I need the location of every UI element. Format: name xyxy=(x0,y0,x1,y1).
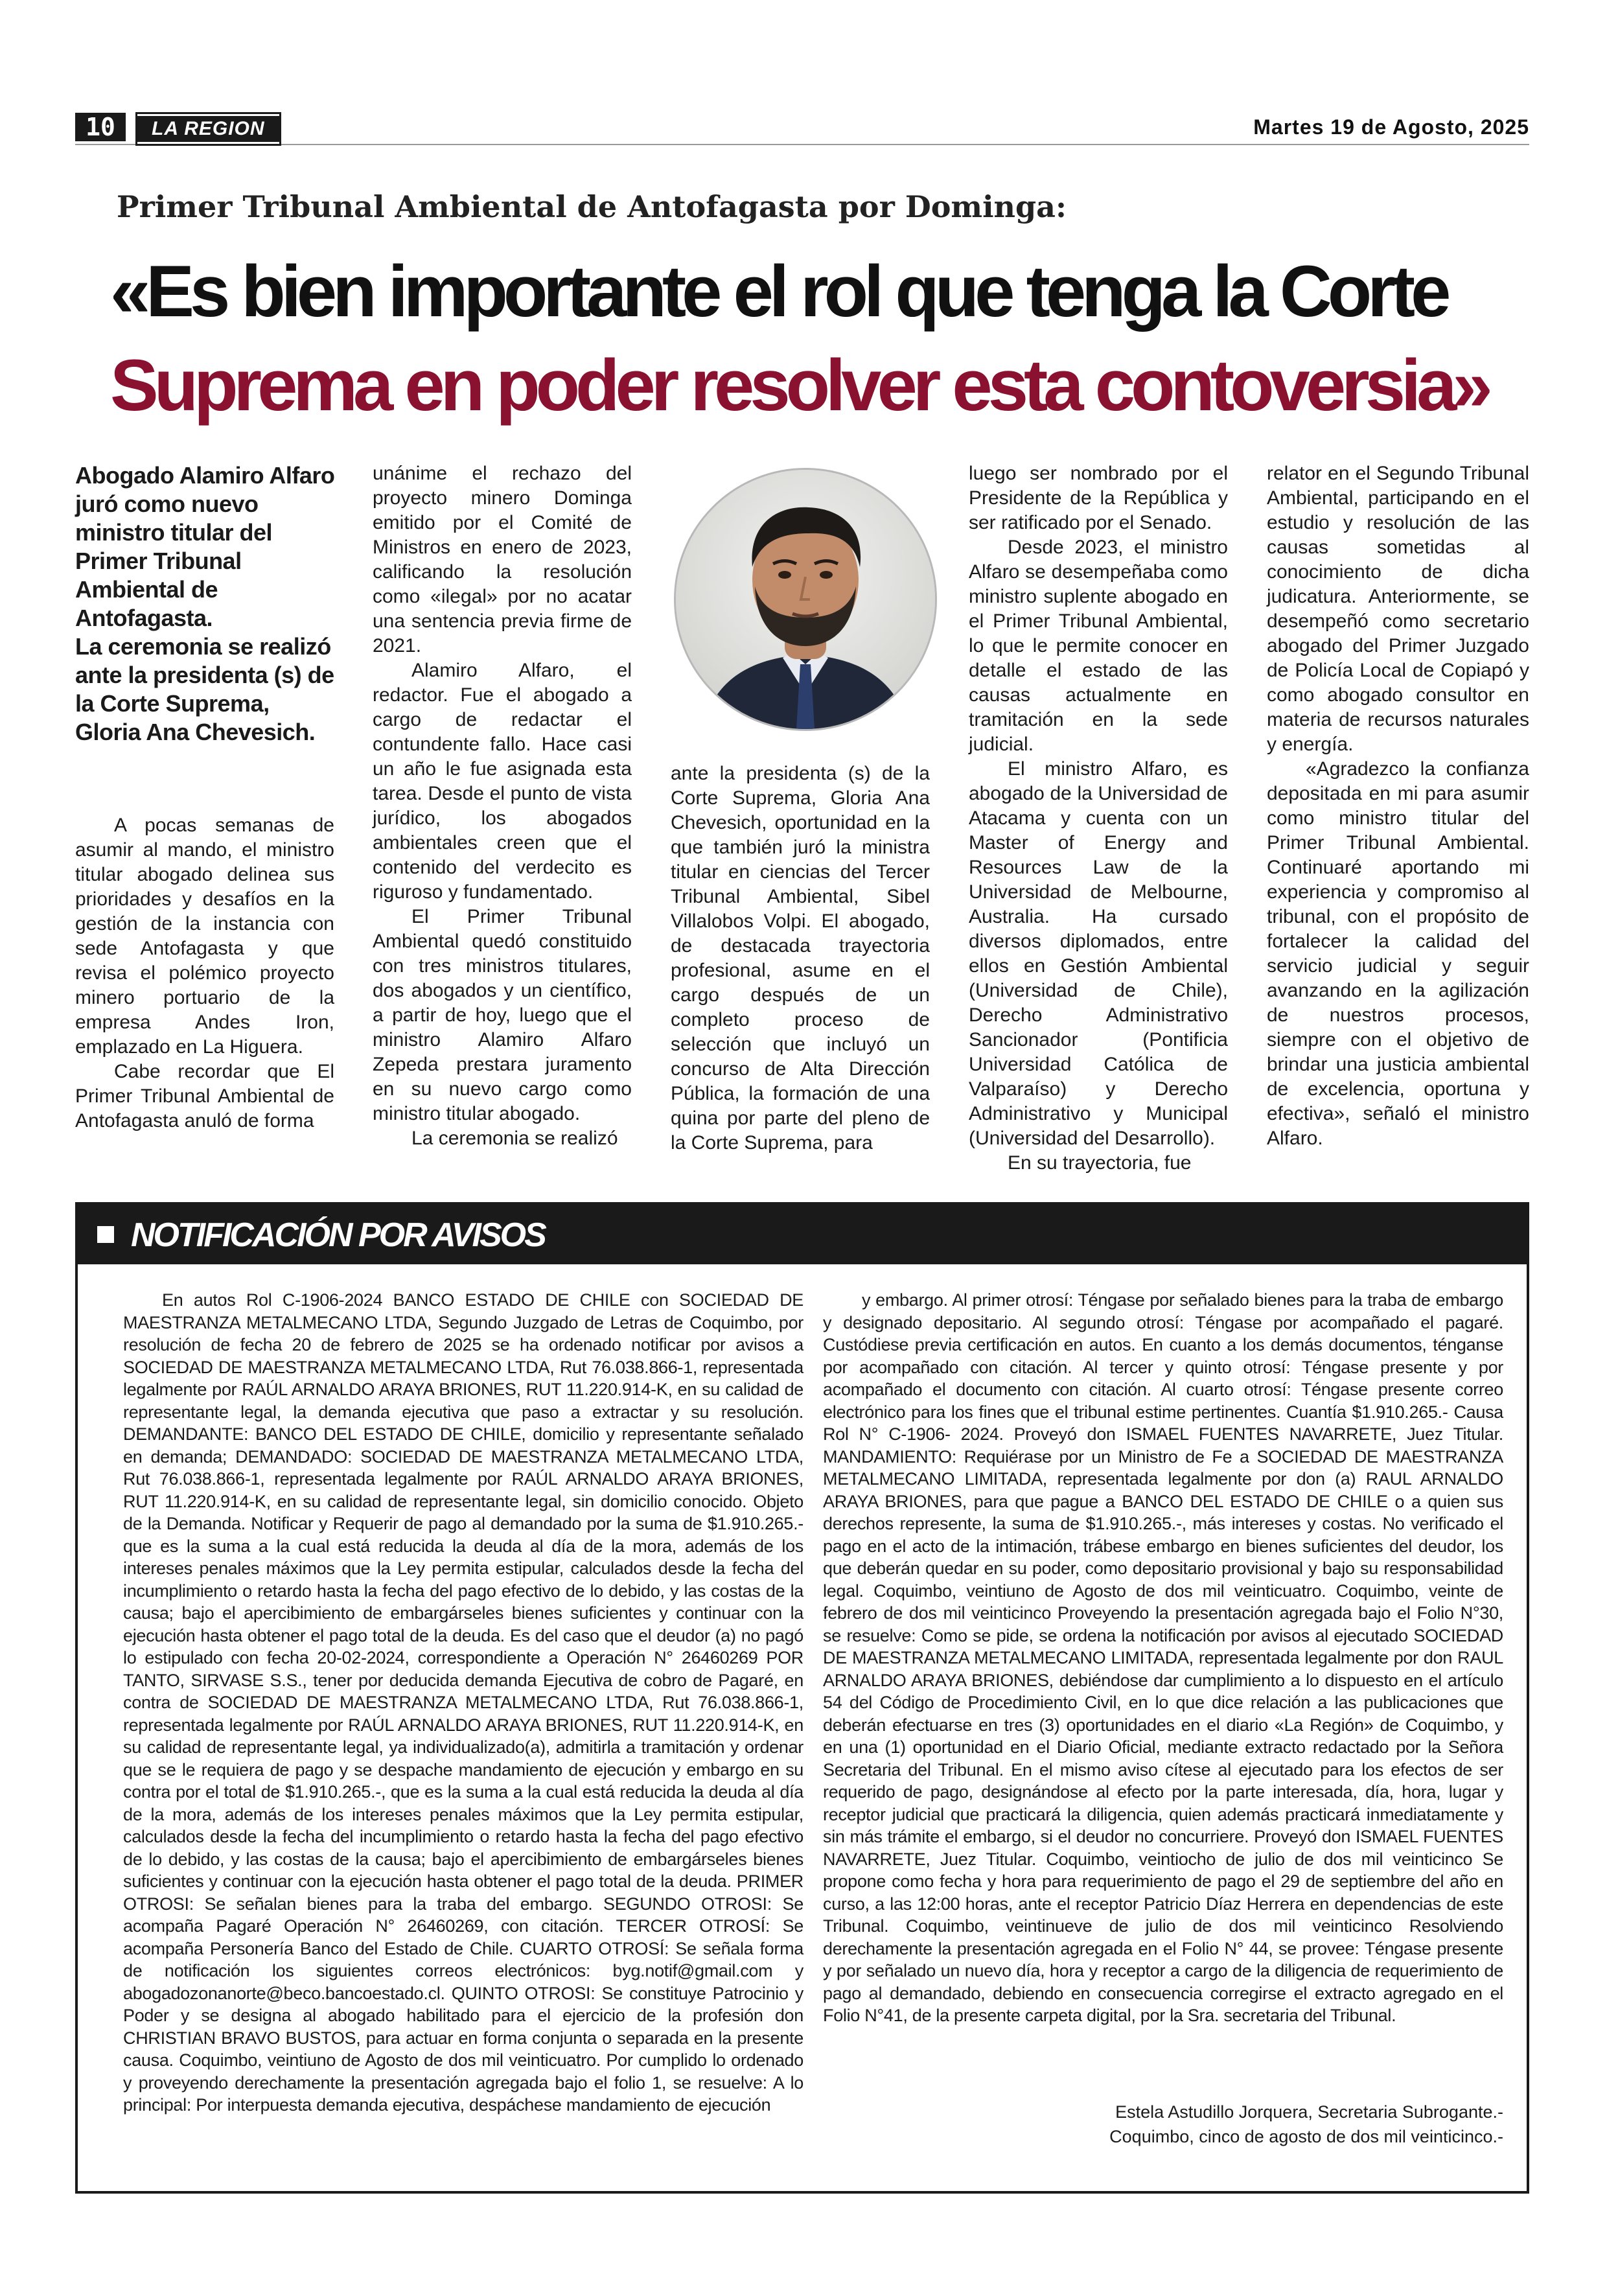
publication-logo: LA REGION xyxy=(137,114,279,144)
page-header xyxy=(75,111,1529,145)
portrait-photo xyxy=(674,468,937,731)
body-paragraph: Alamiro Alfaro, el redactor. Fue el abogado a cargo de redactar el contundente fallo. Hace casi un año le fue asignada esta tarea. Desde el punto de vista jurídico, los abogados ambientales creen que el contenido del verdecito es riguroso y fundamentado. xyxy=(373,660,632,903)
notice-signature-date: Coquimbo, cinco de agosto de dos mil veinticinco.- xyxy=(1109,2127,1503,2146)
body-paragraph: ante la presidenta (s) de la Corte Suprema, Gloria Ana Chevesich, oportunidad en la que también juró la ministra titular en ciencias del Tercer Tribunal Ambiental, Sibel Villalobos Volpi. El abogado, de destacada trayectoria profesional, asume en el cargo después de un completo proceso de selección que incluyó un concurso de Alta Dirección Pública, la formación de una quina por parte del pleno de la Corte Suprema, para xyxy=(671,763,930,1154)
headline-line-2: Suprema en poder resolver esta contoversia» xyxy=(110,345,1488,426)
body-paragraph: relator en el Segundo Tribunal Ambiental, participando en el estudio y resolución de las causas sometidas al conocimiento de dicha judicatura. Anteriormente, se desempeñó como secretario abogado del Primer Juzgado de Policía Local de Copiapó y como abogado consultor en materia de recursos naturales y energía. xyxy=(1267,463,1529,755)
issue-date: Martes 19 de Agosto, 2025 xyxy=(1253,115,1529,139)
article-lead xyxy=(75,461,341,747)
body-paragraph: luego ser nombrado por el Presidente de la República y ser ratificado por el Senado. xyxy=(969,463,1228,533)
article-column-3 xyxy=(671,761,930,1155)
body-paragraph: La ceremonia se realizó xyxy=(411,1128,618,1149)
notice-header-bar xyxy=(78,1205,1527,1264)
lead-paragraph: La ceremonia se realizó ante la presidenta (s) de la Corte Suprema, Gloria Ana Chevesich. xyxy=(75,633,334,745)
body-paragraph: En su trayectoria, fue xyxy=(1008,1152,1192,1174)
body-paragraph: Cabe recordar que El Primer Tribunal Ambiental de Antofagasta anuló de forma xyxy=(75,1061,334,1131)
portrait-illustration xyxy=(676,470,935,729)
article-column-4 xyxy=(969,461,1228,1176)
article-column-1 xyxy=(75,813,334,1133)
legal-notice-box xyxy=(75,1202,1529,2194)
body-paragraph: El ministro Alfaro, es abogado de la Universidad de Atacama y cuenta con un Master of Energy and Resources Law de la Universidad de Melbourne, Australia. Ha cursado diversos diplomados, entre ellos en Gestión Ambiental (Universidad de Chile), Derecho Administrativo Sancionador (Pontificia Universidad Católica de Valparaíso) y Derecho Administrativo y Municipal (Universidad del Desarrollo). xyxy=(969,758,1228,1149)
notice-column-1 xyxy=(123,1289,804,2116)
notice-title: NOTIFICACIÓN POR AVISOS xyxy=(131,1216,545,1254)
body-paragraph: A pocas semanas de asumir al mando, el ministro titular abogado delinea sus prioridades y desafíos en la gestión de la instancia con sede Antofagasta y que revisa el polémico proyecto minero portuario de la empresa Andes Iron, emplazado en La Higuera. xyxy=(75,815,334,1058)
notice-signature: Estela Astudillo Jorquera, Secretaria Subrogante.- xyxy=(1115,2102,1503,2122)
square-bullet-icon xyxy=(97,1226,114,1243)
body-paragraph: «Agradezco la confianza depositada en mi para asumir como ministro titular del Primer Tribunal Ambiental. Continuaré aportando mi experiencia y compromiso al tribunal, con el propósito de fortalecer la calidad del servicio judicial y seguir avanzando en la agilización de nuestros procesos, siempre con el objetivo de brindar una justicia ambiental de excelencia, oportuna y efectiva», señaló el ministro Alfaro. xyxy=(1267,758,1529,1149)
notice-paragraph: y embargo. Al primer otrosí: Téngase por señalado bienes para la traba de embargo y designado depositario. Al segundo otrosí: Téngase por acompañado el pagaré. Custódiese previa certificación en autos. En cuanto a los demás documentos, ténganse por acompañado con citación. Al tercer y quinto otrosí: Téngase presente y por acompañado el documento con citación. Al cuarto otrosí: Téngase presente correo electrónico para los fines que el tribunal estime pertinentes. Cuantía $1.910.265.- Causa Rol N° C-1906- 2024. Proveyó don ISMAEL FUENTES NAVARRETE, Juez Titular. MANDAMIENTO: Requiérase por un Ministro de Fe a SOCIEDAD DE MAESTRANZA METALMECANO LIMITADA, representada legalmente por don (a) RAUL ARNALDO ARAYA BRIONES, para que pague a BANCO DEL ESTADO DE CHILE o a quien sus derechos represente, la suma de $1.910.265.-, más intereses y costas. No verificado el pago en el acto de la intimación, trábese embargo en bienes suficientes del deudor, los que deberán quedar en su poder, como depositario provisional y bajo su responsabilidad legal. Coquimbo, veintiuno de Agosto de dos mil veinticuatro. Coquimbo, veinte de febrero de dos mil veinticinco Proveyendo la presentación agregada bajo el Folio N°30, se resuelve: Como se pide, se ordena la notificación por avisos al ejecutado SOCIEDAD DE MAESTRANZA METALMECANO LIMITADA, representada legalmente por don RAUL ARNALDO ARAYA BRIONES, debiéndose dar cumplimiento a lo dispuesto en el artículo 54 del Código de Procedimiento Civil, en lo que dice relación a las publicaciones que deberán efectuarse en tres (3) oportunidades en el diario «La Región» de Coquimbo, y en una (1) oportunidad en el Diario Oficial, mediante extracto redactado por la Señora Secretaria del Tribunal. En el mismo aviso cítese al ejecutado para los efectos de ser requerido de pago, designándose al efecto por la parte interesada, día, hora, lugar y receptor judicial que practicará la diligencia, quien además practicará inmediatamente y sin más trámite el embargo, si el deudor no concurriere. Proveyó don ISMAEL FUENTES NAVARRETE, Juez Titular. Coquimbo, veintiocho de julio de dos mil veinticinco Se propone como fecha y hora para requerimiento de pago el 29 de septiembre del año en curso, a las 12:00 horas, ante el receptor Patricio Díaz Herrera en dependencias de este Tribunal. Coquimbo, veintinueve de julio de dos mil veinticinco Resolviendo derechamente la presentación agregada en el Folio N° 44, se provee: Téngase presente y por señalado un nuevo día, hora y receptor a cargo de la diligencia de requerimiento de pago al demandado, debiendo en consecuencia corregirse el extracto agregado en el Folio N°41, de la presente carpeta digital, por la Sra. secretaria del Tribunal. xyxy=(823,1290,1503,2025)
headline-line-1: «Es bien importante el rol que tenga la Corte xyxy=(110,251,1447,332)
lead-paragraph: Abogado Alamiro Alfaro juró como nuevo ministro titular del Primer Tribunal Ambiental de Antofagasta. xyxy=(75,462,335,631)
article-column-2 xyxy=(373,461,632,1151)
body-paragraph: unánime el rechazo del proyecto minero Dominga emitido por el Comité de Ministros en enero de 2023, calificando la resolución como «ilegal» por no acatar una sentencia previa firme de 2021. xyxy=(373,463,632,656)
notice-paragraph: En autos Rol C-1906-2024 BANCO ESTADO DE CHILE con SOCIEDAD DE MAESTRANZA METALMECANO LTDA, Segundo Juzgado de Letras de Coquimbo, por resolución de fecha 20 de febrero de 2025 se ha ordenado notificar por avisos a SOCIEDAD DE MAESTRANZA METALMECANO LTDA, Rut 76.038.866-1, representada legalmente por RAÚL ARNALDO ARAYA BRIONES, RUT 11.220.914-K, en su calidad de representante legal, la demanda ejecutiva que paso a extractar y su resolución. DEMANDANTE: BANCO DEL ESTADO DE CHILE, domicilio y representante señalado en demanda; DEMANDADO: SOCIEDAD DE MAESTRANZA METALMECANO LTDA, Rut 76.038.866-1, representada legalmente por RAÚL ARNALDO ARAYA BRIONES, RUT 11.220.914-K, en su calidad de representante legal, sin domicilio conocido. Objeto de la Demanda. Notificar y Requerir de pago al demandado por la suma de $1.910.265.- que es la suma a la cual está reducida la deuda al día de la mora, además de los intereses penales máximos que la Ley permita estipular, calculados desde la fecha del incumplimiento o retardo hasta la fecha del pago efectivo de lo debido, y las costas de la causa; bajo el apercibimiento de embargárseles bienes suficientes y continuar con la ejecución hasta obtener el pago total de la deuda. Es del caso que el deudor (a) no pagó lo estipulado con fecha 20-02-2024, correspondiente a Operación N° 26460269 POR TANTO, SIRVASE S.S., tener por deducida demanda Ejecutiva de cobro de Pagaré, en contra de SOCIEDAD DE MAESTRANZA METALMECANO LTDA, Rut 76.038.866-1, representada legalmente por RAÚL ARNALDO ARAYA BRIONES, RUT 11.220.914-K, en su calidad de representante legal, ya individualizado(a), admitirla a tramitación y ordenar que se le requiera de pago y se despache mandamiento de ejecución y embargo en su contra por el total de $1.910.265.-, que es la suma a la cual está reducida la deuda al día de la mora, además de los intereses penales máximos que la Ley permita estipular, calculados desde la fecha del incumplimiento o retardo hasta la fecha del pago efectivo de lo debido, y las costas de la causa; bajo el apercibimiento de embargárseles bienes suficientes y continuar con la ejecución hasta obtener el pago total de la deuda. PRIMER OTROSI: Se señalan bienes para la traba del embargo. SEGUNDO OTROSI: Se acompaña Pagaré Operación N° 26460269, con citación. TERCER OTROSÍ: Se acompaña Personería Banco del Estado de Chile. CUARTO OTROSÍ: Se señala forma de notificación los siguientes correos electrónicos: byg.notif@gmail.com y abogadozonanorte@beco.bancoestado.cl. QUINTO OTROSI: Se constituye Patrocinio y Poder y se designa al abogado habilitado para el ejercicio de la profesión don CHRISTIAN BRAVO BUSTOS, para actuar en forma conjunta o separada en la presente causa. Coquimbo, veintiuno de Agosto de dos mil veinticuatro. Por cumplido lo ordenado y proveyendo derechamente la presentación agregada bajo el folio 1, se resuelve: A lo principal: Por interpuesta demanda ejecutiva, despáchese mandamiento de ejecución xyxy=(123,1290,804,2115)
body-paragraph: Desde 2023, el ministro Alfaro se desempeñaba como ministro suplente abogado en el Primer Tribunal Ambiental, lo que le permite conocer en detalle el estado de las causas actualmente en tramitación en la sede judicial. xyxy=(969,537,1228,755)
page-number: 10 xyxy=(75,113,126,141)
article-kicker: Primer Tribunal Ambiental de Antofagasta por Dominga: xyxy=(117,189,1067,224)
notice-column-2 xyxy=(823,1289,1503,2027)
article-column-5 xyxy=(1267,461,1529,1151)
body-paragraph: El Primer Tribunal Ambiental quedó constituido con tres ministros titulares, dos abogados y un científico, a partir de hoy, luego que el ministro Alamiro Alfaro Zepeda prestara juramento en su nuevo cargo como ministro titular abogado. xyxy=(373,906,632,1124)
